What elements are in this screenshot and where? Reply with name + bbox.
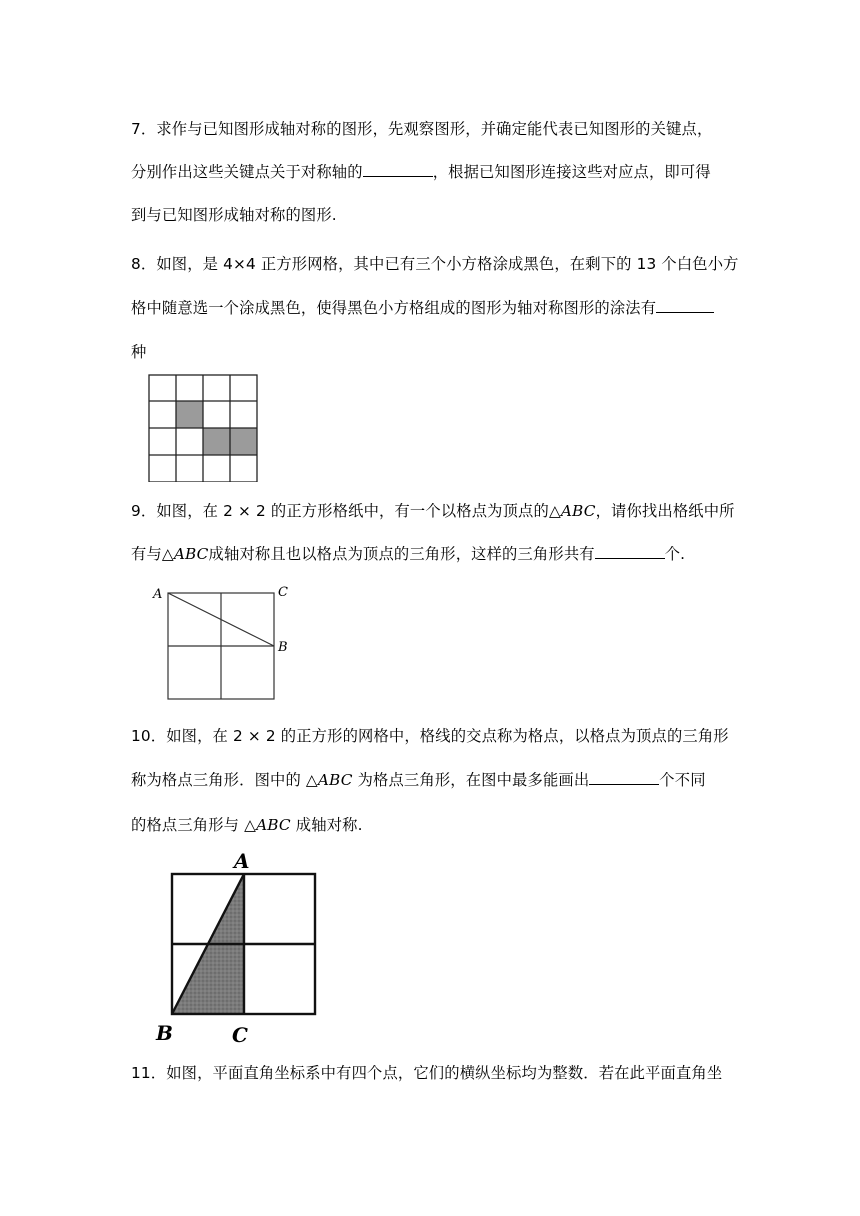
q10-line-3 <box>131 815 731 835</box>
q8-line-2 <box>131 298 731 318</box>
q7-line-2 <box>131 162 731 182</box>
q7-line-2-pre: 分别作出这些关键点关于对称轴的 <box>131 163 363 181</box>
q10-line-1: 10．如图，在 2 × 2 的正方形的网格中，格线的交点称为格点，以格点为顶点的三角形 <box>131 727 729 745</box>
q10-line-2-pre: 称为格点三角形．图中的 △ <box>131 771 318 789</box>
label-a: A <box>153 587 163 602</box>
q10-line-2-mid: 为格点三角形，在图中最多能画出 <box>352 771 590 789</box>
q10-line-2-math: ABC <box>317 771 353 789</box>
q7-line-3: 到与已知图形成轴对称的图形. <box>131 206 337 224</box>
q7-line-2-post: ，根据已知图形连接这些对应点，即可得 <box>432 163 711 181</box>
shaded-cell <box>176 401 203 428</box>
q9-line-2-pre: 有与△ <box>131 545 174 563</box>
label-b: B <box>278 640 288 655</box>
q9-line-1-pre: 9．如图，在 2 × 2 的正方形格纸中，有一个以格点为顶点的△ <box>131 502 561 520</box>
q8-grid-figure <box>148 374 260 482</box>
label-c: C <box>278 585 288 600</box>
q7-answer-blank[interactable] <box>363 162 433 177</box>
label-c: C <box>232 1023 248 1047</box>
q10-line-3-post: 成轴对称. <box>290 816 363 834</box>
q9-triangle-figure <box>148 580 298 702</box>
q9-line-2 <box>131 544 731 564</box>
q10-line-2 <box>131 770 731 790</box>
q9-line-1 <box>131 501 735 521</box>
q10-triangle-figure <box>150 848 325 1048</box>
q10-line-2-post: 个不同 <box>659 771 706 789</box>
q9-answer-blank[interactable] <box>595 544 665 559</box>
q10-line-3-math: ABC <box>256 816 291 834</box>
q8-line-3: 种 <box>131 343 147 361</box>
q8-answer-blank[interactable] <box>656 298 714 313</box>
shaded-cell <box>230 428 257 455</box>
q9-line-2-mid: 成轴对称且也以格点为顶点的三角形，这样的三角形共有 <box>208 545 595 563</box>
q7-line-1: 7．求作与已知图形成轴对称的图形，先观察图形，并确定能代表已知图形的关键点， <box>131 120 713 138</box>
q9-line-2-math: ABC <box>173 545 209 563</box>
label-b: B <box>156 1021 173 1045</box>
q11-line-1: 11．如图，平面直角坐标系中有四个点，它们的横纵坐标均为整数．若在此平面直角坐 <box>131 1064 723 1082</box>
q9-line-2-post: 个. <box>664 545 686 563</box>
q10-line-3-pre: 的格点三角形与 △ <box>131 816 257 834</box>
q8-line-1: 8．如图，是 4×4 正方形网格，其中已有三个小方格涂成黑色，在剩下的 13 个白色小方 <box>131 255 739 273</box>
label-a: A <box>234 849 250 873</box>
q10-answer-blank[interactable] <box>589 770 659 785</box>
q9-line-1-math: ABC <box>560 502 596 520</box>
shaded-cell <box>203 428 230 455</box>
q9-line-1-post: ，请你找出格纸中所 <box>595 502 735 520</box>
q8-line-2-text: 格中随意选一个涂成黑色，使得黑色小方格组成的图形为轴对称图形的涂法有 <box>131 299 657 317</box>
